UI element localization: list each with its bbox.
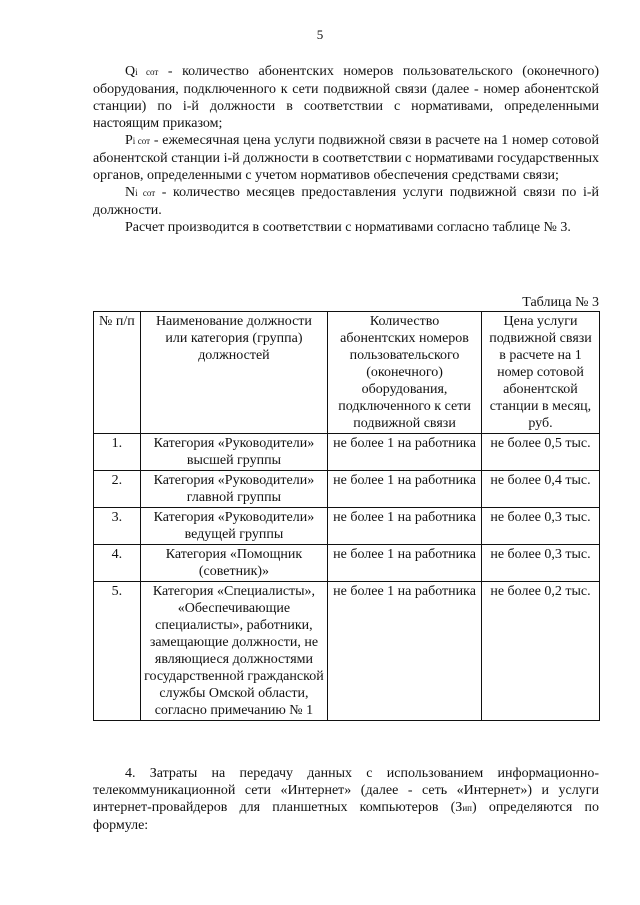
row-quantity: не более 1 на работника xyxy=(328,434,482,471)
row-quantity: не более 1 на работника xyxy=(328,508,482,545)
header-price: Цена услуги подвижной связи в расчете на 1 номер сотовой абонентской станции в месяц, руб. xyxy=(481,312,599,434)
section-4-paragraph xyxy=(93,765,599,834)
norms-table xyxy=(93,311,600,721)
row-position: Категория «Руководители» высшей группы xyxy=(140,434,327,471)
row-price: не более 0,4 тыс. xyxy=(481,471,599,508)
row-price: не более 0,3 тыс. xyxy=(481,545,599,582)
variable-q-subscript: i сот xyxy=(135,67,159,77)
row-price: не более 0,2 тыс. xyxy=(481,582,599,721)
table-row xyxy=(94,545,600,582)
page-number: 5 xyxy=(316,27,324,42)
row-position: Категория «Специалисты», «Обеспечивающие специалисты», работники, замещающие должности, не являющиеся должностями государственной гражданской службы Омской области, согласно примечанию № 1 xyxy=(140,582,327,721)
definition-q-text: - количество абонентских номеров пользовательского (оконечного) оборудования, подключенного к сети подвижной связи (далее - номер абонентской станции) по i-й должности в соответствии с нормативами, определенными настоящим приказом; xyxy=(93,64,599,131)
row-position: Категория «Помощник (советник)» xyxy=(140,545,327,582)
row-number: 1. xyxy=(94,434,141,471)
table-row xyxy=(94,508,600,545)
row-price: не более 0,5 тыс. xyxy=(481,434,599,471)
definition-n-text: - количество месяцев предоставления услуги подвижной связи по i-й должности. xyxy=(93,185,599,218)
variable-p: P xyxy=(125,133,133,148)
definition-q xyxy=(93,63,599,132)
row-number: 2. xyxy=(94,471,141,508)
row-position: Категория «Руководители» ведущей группы xyxy=(140,508,327,545)
variable-q: Q xyxy=(125,64,136,79)
table-row xyxy=(94,582,600,721)
row-quantity: не более 1 на работника xyxy=(328,471,482,508)
definitions-block xyxy=(93,63,599,236)
header-number: № п/п xyxy=(94,312,141,434)
variable-n-subscript: i сот xyxy=(135,188,156,198)
definition-n xyxy=(93,184,599,219)
row-position: Категория «Руководители» главной группы xyxy=(140,471,327,508)
header-quantity: Количество абонентских номеров пользовательского (оконечного) оборудования, подключенного к сети подвижной связи xyxy=(328,312,482,434)
row-quantity: не более 1 на работника xyxy=(328,545,482,582)
row-number: 4. xyxy=(94,545,141,582)
definition-p-text: - ежемесячная цена услуги подвижной связи в расчете на 1 номер сотовой абонентской станции i-й должности в соответствии с нормативами государственных органов, определенными с учетом нормативов обеспечения средствами связи; xyxy=(93,133,599,183)
section-4 xyxy=(93,765,599,834)
calculation-note: Расчет производится в соответствии с нормативами согласно таблице № 3. xyxy=(125,220,571,235)
table-row xyxy=(94,434,600,471)
row-quantity: не более 1 на работника xyxy=(328,582,482,721)
table-row xyxy=(94,471,600,508)
section-4-text: 4. Затраты на передачу данных с использованием информационно-телекоммуникационной сети «Интернет» (далее - сеть «Интернет») и услуги интернет-провайдеров для планшетных компьютеров (З xyxy=(93,766,599,815)
row-number: 5. xyxy=(94,582,141,721)
table-header-row xyxy=(94,312,600,434)
definition-p xyxy=(93,132,599,184)
section-4-subscript: ип xyxy=(462,803,472,813)
section-4-text-end: ) определяются по формуле: xyxy=(93,800,599,833)
table-caption: Таблица № 3 xyxy=(522,295,599,310)
variable-n: N xyxy=(125,185,136,200)
row-price: не более 0,3 тыс. xyxy=(481,508,599,545)
variable-p-subscript: i сот xyxy=(132,136,151,146)
row-number: 3. xyxy=(94,508,141,545)
header-position: Наименование должности или категория (группа) должностей xyxy=(140,312,327,434)
